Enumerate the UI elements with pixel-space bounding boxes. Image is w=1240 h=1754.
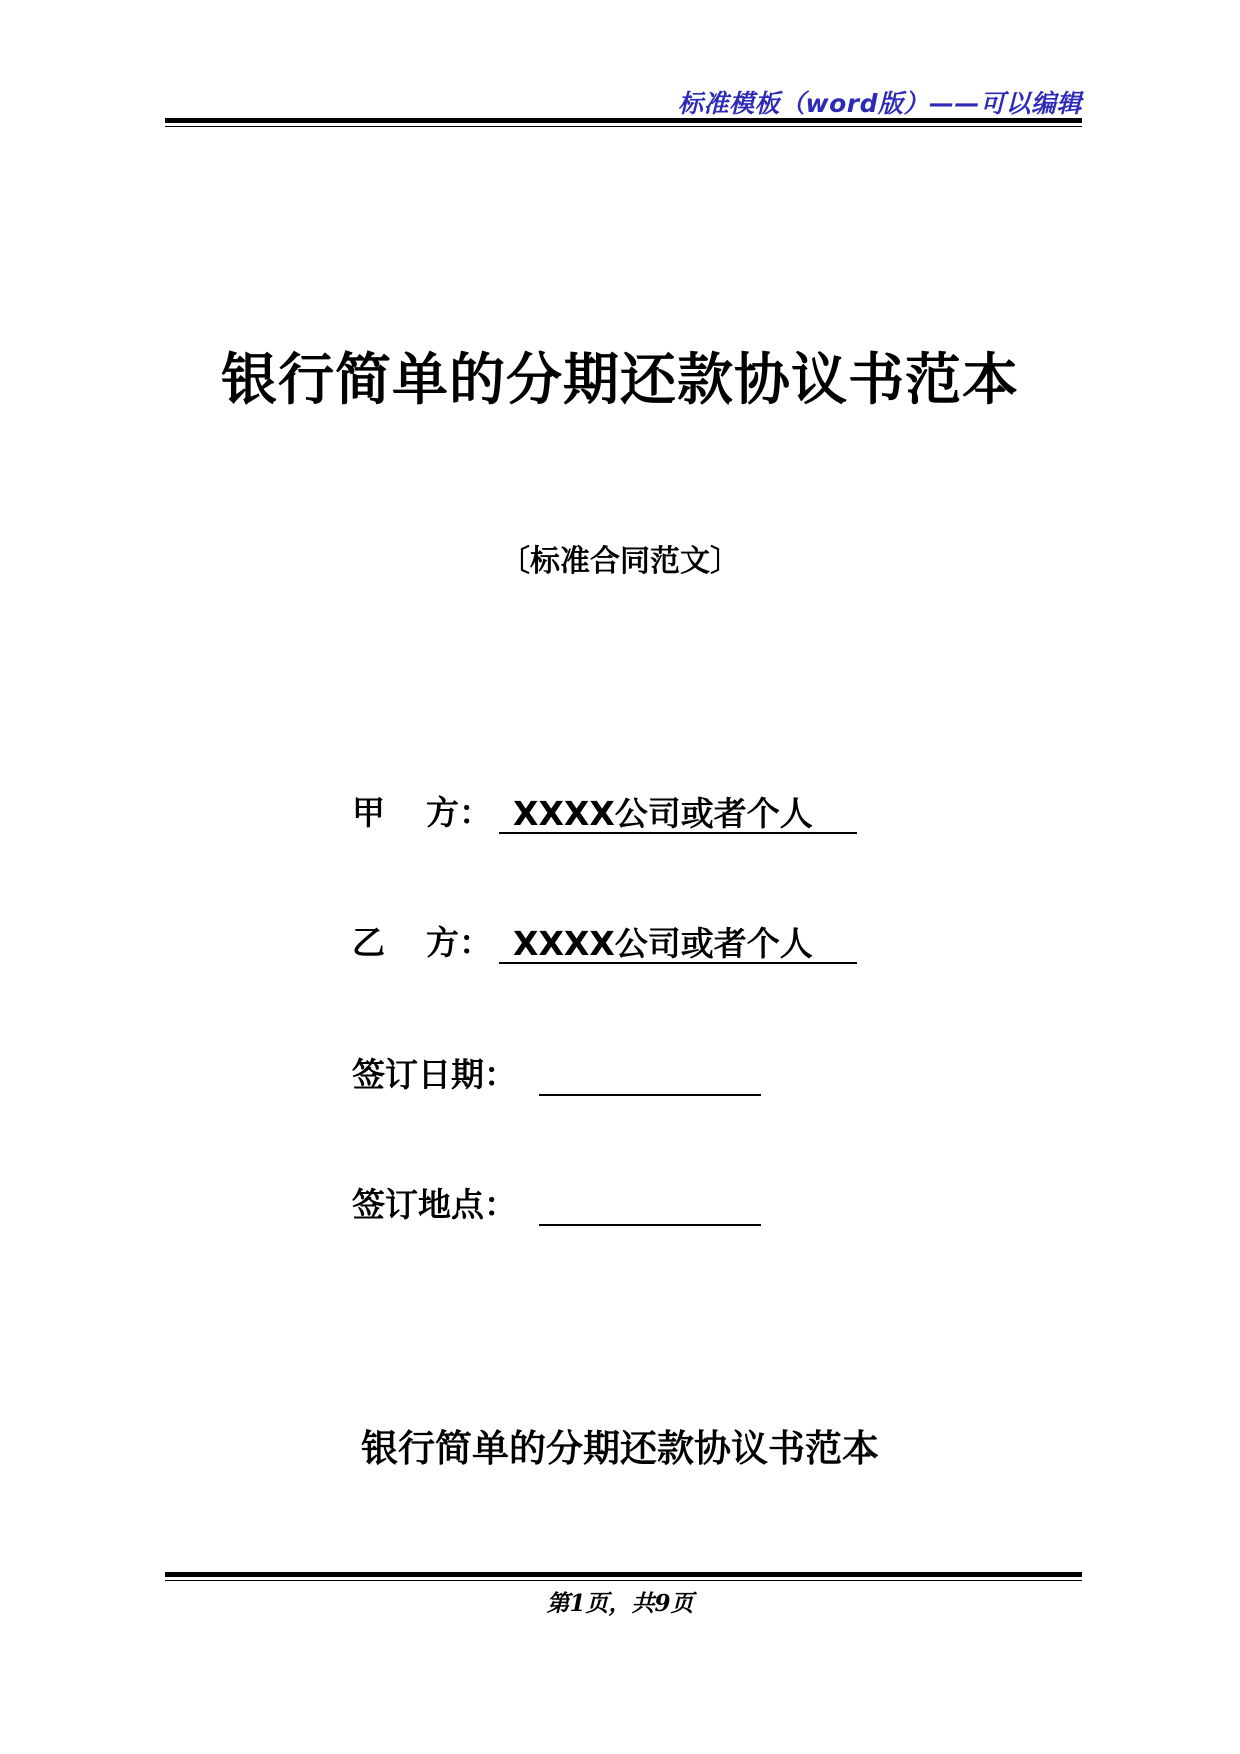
party-a-label-suffix: 方： xyxy=(426,793,492,832)
footer-rule-thin xyxy=(165,1580,1082,1581)
footer-rule-thick xyxy=(165,1572,1082,1577)
sign-date-field[interactable] xyxy=(539,1060,761,1096)
header-rule-thick xyxy=(165,118,1082,123)
party-a-label-char: 甲 xyxy=(352,793,385,832)
party-a-row xyxy=(352,790,857,834)
party-b-value[interactable]: XXXX公司或者个人 xyxy=(499,926,857,964)
document-title: 银行简单的分期还款协议书范本 xyxy=(221,348,1019,413)
bottom-title: 银行简单的分期还款协议书范本 xyxy=(361,1427,879,1470)
party-b-label xyxy=(352,917,499,964)
sign-place-field[interactable] xyxy=(539,1190,761,1226)
sign-date-row xyxy=(352,1052,761,1096)
party-a-value[interactable]: XXXX公司或者个人 xyxy=(499,796,857,834)
page-number: 第1页，共9页 xyxy=(546,1590,694,1617)
document-subtitle: 〔标准合同范文〕 xyxy=(500,544,740,579)
sign-place-label: 签订地点： xyxy=(352,1185,517,1224)
sign-date-label: 签订日期： xyxy=(352,1055,517,1094)
header-rule-thin xyxy=(165,126,1082,127)
party-b-label-char: 乙 xyxy=(352,923,385,962)
sign-place-row xyxy=(352,1182,761,1226)
party-a-label xyxy=(352,787,499,834)
header-note: 标准模板（word版）——可以编辑 xyxy=(678,89,1082,118)
party-b-row xyxy=(352,920,857,964)
party-b-label-suffix: 方： xyxy=(426,923,492,962)
